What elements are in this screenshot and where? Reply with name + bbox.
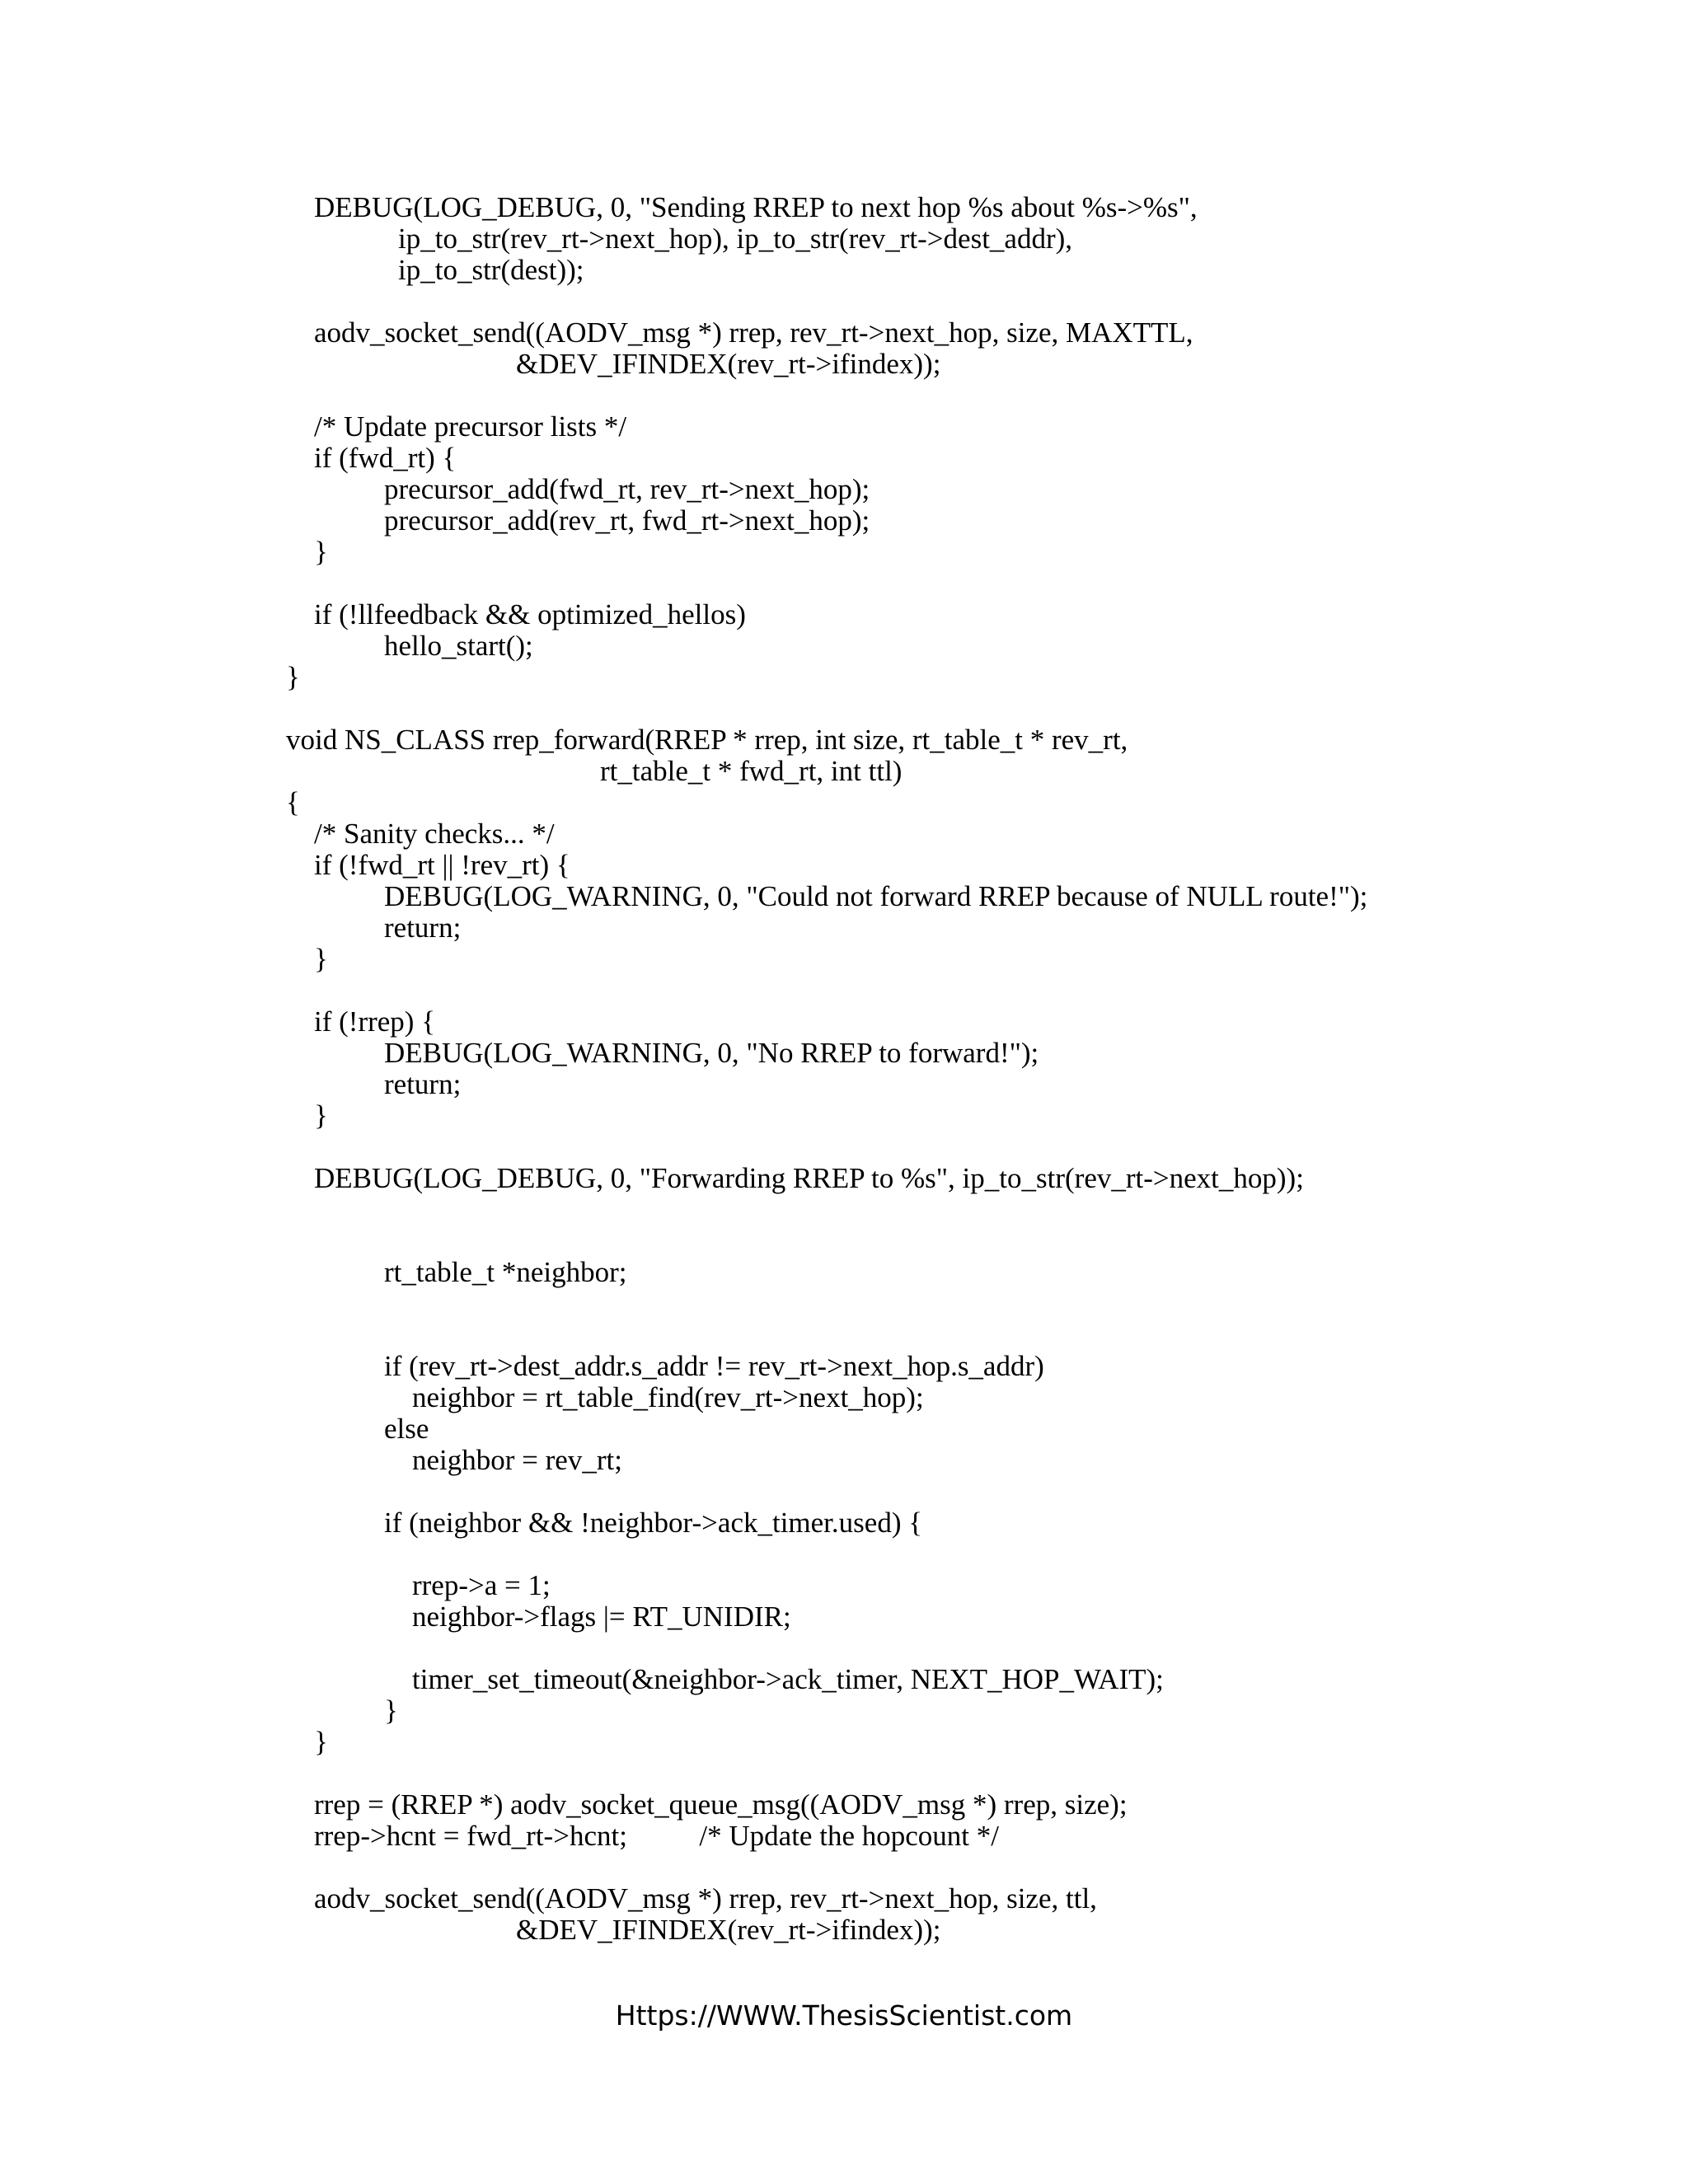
code-line: /* Update precursor lists */ — [314, 410, 627, 443]
code-line: rt_table_t * fwd_rt, int ttl) — [600, 755, 903, 787]
code-line: precursor_add(fwd_rt, rev_rt->next_hop); — [384, 473, 870, 505]
code-line: &DEV_IFINDEX(rev_rt->ifindex)); — [516, 1914, 941, 1946]
code-line: return; — [384, 1068, 462, 1100]
code-line: if (fwd_rt) { — [314, 442, 457, 474]
code-line: neighbor->flags |= RT_UNIDIR; — [412, 1601, 791, 1633]
code-line: void NS_CLASS rrep_forward(RREP * rrep, int size, rt_table_t * rev_rt, — [286, 724, 1128, 756]
footer-url: Https://WWW.ThesisScientist.com — [615, 1999, 1073, 2032]
code-line: ip_to_str(dest)); — [398, 254, 584, 286]
code-line: if (!rrep) { — [314, 1005, 435, 1038]
code-line: rrep = (RREP *) aodv_socket_queue_msg((AODV_msg *) rrep, size); — [314, 1788, 1128, 1821]
code-line: } — [314, 1726, 328, 1758]
code-line: DEBUG(LOG_WARNING, 0, "No RREP to forward!"); — [384, 1037, 1039, 1069]
code-line: /* Sanity checks... */ — [314, 818, 555, 850]
code-line: return; — [384, 912, 462, 944]
code-line: DEBUG(LOG_DEBUG, 0, "Sending RREP to next hop %s about %s->%s", — [314, 191, 1198, 223]
code-line: timer_set_timeout(&neighbor->ack_timer, NEXT_HOP_WAIT); — [412, 1663, 1164, 1695]
code-line: neighbor = rt_table_find(rev_rt->next_hop); — [412, 1381, 924, 1413]
code-line: if (!fwd_rt || !rev_rt) { — [314, 849, 570, 881]
code-line: if (rev_rt->dest_addr.s_addr != rev_rt->next_hop.s_addr) — [384, 1350, 1044, 1382]
code-line: if (!llfeedback && optimized_hellos) — [314, 598, 746, 630]
code-line: precursor_add(rev_rt, fwd_rt->next_hop); — [384, 504, 870, 537]
code-line: } — [384, 1694, 398, 1727]
code-line: DEBUG(LOG_DEBUG, 0, "Forwarding RREP to %s", ip_to_str(rev_rt->next_hop)); — [314, 1162, 1304, 1194]
code-line: } — [314, 536, 328, 568]
code-line: &DEV_IFINDEX(rev_rt->ifindex)); — [516, 348, 941, 380]
code-line: aodv_socket_send((AODV_msg *) rrep, rev_rt->next_hop, size, ttl, — [314, 1882, 1097, 1915]
code-line: rt_table_t *neighbor; — [384, 1256, 627, 1288]
code-line: } — [314, 943, 328, 975]
code-line: ip_to_str(rev_rt->next_hop), ip_to_str(rev_rt->dest_addr), — [398, 223, 1073, 255]
code-line: neighbor = rev_rt; — [412, 1444, 622, 1476]
code-line: rrep->hcnt = fwd_rt->hcnt; /* Update the hopcount */ — [314, 1820, 999, 1852]
code-line: } — [314, 1099, 328, 1132]
code-line: DEBUG(LOG_WARNING, 0, "Could not forward RREP because of NULL route!"); — [384, 880, 1368, 912]
code-line: hello_start(); — [384, 630, 533, 662]
code-line: { — [286, 786, 300, 818]
code-line: rrep->a = 1; — [412, 1569, 551, 1601]
code-line: else — [384, 1413, 429, 1445]
code-line: if (neighbor && !neighbor->ack_timer.used) { — [384, 1507, 923, 1539]
code-line: aodv_socket_send((AODV_msg *) rrep, rev_rt->next_hop, size, MAXTTL, — [314, 316, 1193, 349]
code-line: } — [286, 661, 300, 693]
